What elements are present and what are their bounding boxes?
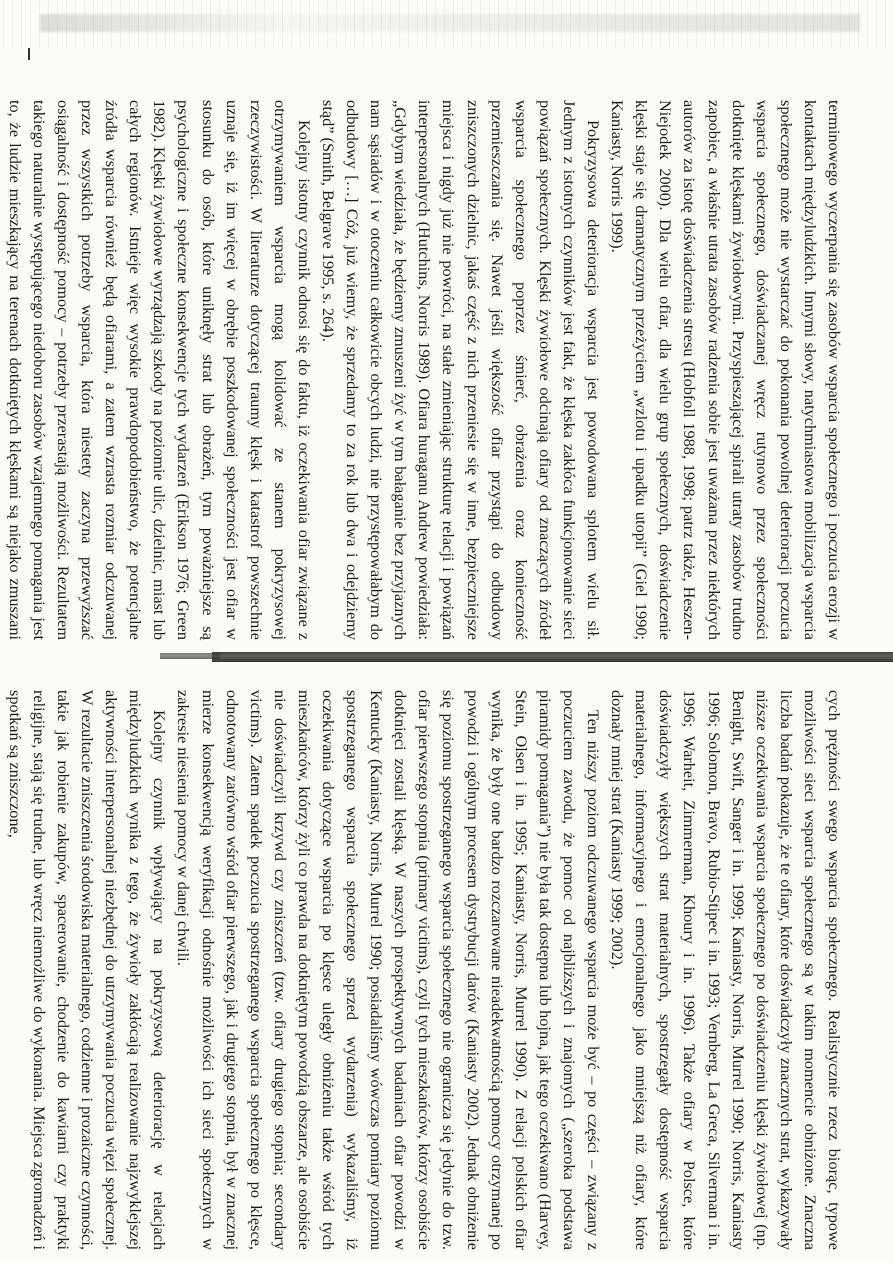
page-131-text xyxy=(3,690,846,1250)
paragraph: Ten niższy poziom odczuwanego wsparcia może być – po części – związany z poczuciem zawodu, że pomoc od najbliższych i znajomych („szeroka podstawa piramidy pomagania”) nie była tak dostępna lub hojna, jak tego oczekiwano (Harvey, Stein, Olsen i in. 1995; Kaniasty, Norris, Murrel 1990). Z relacji polskich ofiar wynika, że były one bardzo rozczarowane nieadekwatnością pomocy otrzymanej po powodzi i ogólnym procesem dystrybucji darów (Kaniasty 2002). Jednak obniżenie się poziomu spostrzeganego wsparcia społecznego nie ogranicza się jedynie do tzw. ofiar pierwszego stopnia (primary victims), czyli tych mieszkańców, którzy osobiście dotknięci zostali klęską. W naszych prospektywnych badaniach ofiar powodzi w Kentucky (Kaniasty, Norris, Murrel 1990; posiadaliśmy wówczas pomiary poziomu spostrzeganego wsparcia społecznego sprzed wydarzenia) wykazaliśmy, iż oczekiwania dotyczące wsparcia po klęsce uległy obniżeniu także wśród tych mieszkańców, którzy żyli co prawda na dotkniętym powodzią obszarze, ale osobiście nie doświadczyli krzywd czy zniszczeń (tzw. ofiary drugiego stopnia; secondary victims). Zatem spadek poczucia spostrzeganego wsparcia społecznego po klęsce, odnotowany zarówno wśród ofiar pierwszego, jak i drugiego stopnia, był w znacznej mierze konsekwencją weryfikacji odnośnie możliwości ich sieci społecznych w zakresie niesienia pomocy w danej chwili. xyxy=(174,690,604,1250)
scan-edge-shadow xyxy=(40,14,860,32)
page-131 xyxy=(5,690,846,1250)
paragraph: Kolejny istotny czynnik odnosi się do faktu, iż oczekiwania ofiar związane z otrzymywaniem wsparcia mogą kolidować ze stanem pokryzysowej rzeczywistości. W literaturze dotyczącej traumy klęsk i katastrof powszechnie uznaje się, iż im więcej w obrębie poszkodowanej społeczności jest ofiar w stosunku do osób, które uniknęły strat lub obrażeń, tym poważniejsze są psychologiczne i społeczne konsekwencje tych wydarzeń (Erikson 1976; Green 1982). Klęski żywiołowe wyrządzają szkody na poziomie ulic, dzielnic, miast lub całych regionów. Istnieje więc wysokie prawdopodobieństwo, że potencjalne źródła wsparcia również będą ofiarami, a zatem wzrasta rozmiar odczuwanej przez wszystkich potrzeby wsparcia, która niestety zaczyna przewyższać osiągalność i dostępność pomocy – potrzeby przerastają możliwości. Rezultatem takiego naturalnie występującego niedoboru zasobów wzajemnego pomagania jest to, że ludzie mieszkający na terenach dotkniętych klęskami są niejako zmuszani xyxy=(5,100,314,640)
scan-mark xyxy=(28,48,30,60)
gutter-shadow-left xyxy=(160,653,220,659)
paragraph: Pokryzysowa deterioracja wsparcia jest powodowana splotem wielu sił. Jednym z istotnych czynników jest fakt, że klęska zakłóca funkcjonowanie sieci powiązań społecznych. Klęski żywiołowe odcinają ofiary od znaczących źródeł wsparcia społecznego poprzez śmierć, obrażenia oraz konieczność przemieszczania się. Nawet jeśli większość ofiar przystąpi do odbudowy zniszczonych dzielnic, jakaś część z nich przeniesie się w inne, bezpieczniejsze miejsca i nigdy już nie powróci, na stałe zmieniając strukturę relacji i powiązań interpersonalnych (Hutchins, Norris 1989). Ofiara huraganu Andrew powiedziała: „Gdybym wiedziała, że będziemy zmuszeni żyć w tym bałaganie bez przyjaznych nam sąsiadów i w otoczeniu całkowicie obcych ludzi, nie przystępowałabym do odbudowy […] Cóż, już wiemy, że sprzedamy to za rok lub dwa i odejdziemy stąd” (Smith, Belgrave 1995, s. 264). xyxy=(319,100,604,640)
page-130-text xyxy=(0,100,846,640)
page-130 xyxy=(5,100,846,640)
paragraph: Kolejny czynnik wpływający na pokryzysową deteriorację w relacjach międzyludzkich wynika z tego, że żywioły zakłócają realizowanie najzwyklejszej aktywności interpersonalnej niezbędnej do utrzymywania poczucia więzi społecznej. W rezultacie zniszczenia środowiska materialnego, codzienne i prozaiczne czynności, takie jak robienie zakupów, spacerowanie, chodzenie do kawiarni czy praktyki religijne, stają się trudne, lub wręcz niemożliwe do wykonania. Miejsca zgromadzeń i spotkań są zniszczone, xyxy=(5,690,170,1250)
paragraph: terminowego wyczerpania się zasobów wsparcia społecznego i poczucia erozji w kontaktach międzyludzkich. Innymi słowy, natychmiastowa mobilizacja wsparcia społecznego może nie wystarczać do pokonania powolnej deterioracji poczucia wsparcia społecznego, doświadczanej wręcz rutynowo przez społeczności dotknięte klęskami żywiołowymi. Przyspieszającej spirali utraty zasobów trudno zapobiec, a właśnie utrata zasobów radzenia sobie jest uważana przez niektórych autorów za istotę doświadczenia stresu (Hobfoll 1988, 1998; patrz także, Heszen-Niejodek 2000). Dla wielu ofiar, dla wielu grup społecznych, doświadczenie klęski staje się dramatycznym przeżyciem „wzlotu i upadku utopii” (Giel 1990; Kaniasty, Norris 1999). xyxy=(608,100,844,640)
paragraph: cych prężności swego wsparcia społecznego. Realistycznie rzecz biorąc, typowe możliwości sieci wsparcia społecznego są w takim momencie obniżone. Znaczna liczba badań pokazuje, że te ofiary, które doświadczyły znacznych strat, wykazywały niższe oczekiwania wsparcia społecznego po doświadczeniu klęski żywiołowej (np. Benight, Swift, Sanger i in. 1999; Kaniasty, Norris, Murrel 1990; Norris, Kaniasty 1996; Solomon, Bravo, Rubio-Stipec i in. 1993; Vernberg, La Greca, Silverman i in. 1996; Warheit, Zimmerman, Khoury i in. 1996). Także ofiary w Polsce, które doświadczyły większych strat materialnych, spostrzegały dostępność wsparcia materialnego, informacyjnego i emocjonalnego jako mniejszą niż ofiary, które doznały mniej strat (Kaniasty 1999; 2002). xyxy=(608,690,844,1250)
book-gutter xyxy=(212,652,893,662)
